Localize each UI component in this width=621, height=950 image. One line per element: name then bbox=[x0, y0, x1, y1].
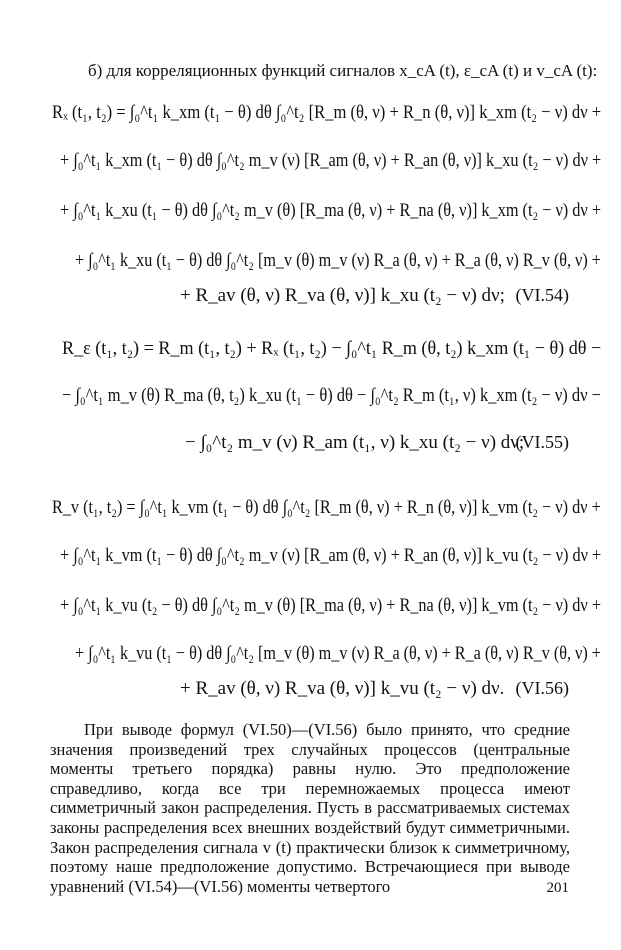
eq54-line-5: + R_av (θ, ν) R_va (θ, ν)] k_xu (t₂ − ν) dν; bbox=[180, 285, 505, 306]
eq54-line-4: + ∫₀^t₁ k_xu (t₁ − θ) dθ ∫₀^t₂ [m_v (θ) m_v (ν) R_a (θ, ν) + R_a (θ, ν) R_v (θ, ν) + bbox=[75, 250, 601, 271]
eq56-line-4: + ∫₀^t₁ k_vu (t₁ − θ) dθ ∫₀^t₂ [m_v (θ) m_v (ν) R_a (θ, ν) + R_a (θ, ν) R_v (θ, ν) + bbox=[75, 643, 601, 664]
eq56-number: (VI.56) bbox=[515, 678, 569, 698]
page-number: 201 bbox=[546, 880, 569, 896]
eq55-line-1: R_ε (t₁, t₂) = R_m (t₁, t₂) + Rₓ (t₁, t₂) − ∫₀^t₁ R_m (θ, t₂) k_xm (t₁ − θ) dθ − bbox=[62, 338, 602, 359]
eq55-line-3: − ∫₀^t₂ m_v (ν) R_am (t₁, ν) k_xu (t₂ − ν) dν; bbox=[185, 432, 525, 453]
eq56-line-3: + ∫₀^t₁ k_vu (t₂ − θ) dθ ∫₀^t₂ m_v (θ) [R_ma (θ, ν) + R_na (θ, ν)] k_vm (t₂ − ν) dν + bbox=[60, 595, 602, 616]
eq54-line-3: + ∫₀^t₁ k_xu (t₁ − θ) dθ ∫₀^t₂ m_v (θ) [R_ma (θ, ν) + R_na (θ, ν)] k_xm (t₂ − ν) dν + bbox=[60, 200, 602, 221]
eq55-line-2: − ∫₀^t₁ m_v (θ) R_ma (θ, t₂) k_xu (t₁ − θ) dθ − ∫₀^t₂ R_m (t₁, ν) k_xm (t₂ − ν) dν − bbox=[62, 385, 601, 406]
body-paragraph: При выводе формул (VI.50)—(VI.56) было принято, что средние значения произведений трех случайных процессов (центральные моменты третьего порядка) равны нулю. Это предположение справедливо, когда все три перемножаемых процесса имеют симметричный закон распределения. Пусть в рассматриваемых системах законы распределения всех внешних воздействий будут симметричными. Закон распределения сигнала v (t) практически близок к симметричному, поэтому наше предположение допустимо. Встречающиеся при выводе уравнений (VI.54)—(VI.56) моменты четвертого bbox=[50, 720, 570, 896]
eq56-line-5: + R_av (θ, ν) R_va (θ, ν)] k_vu (t₂ − ν) dν. bbox=[180, 678, 505, 699]
eq54-number: (VI.54) bbox=[515, 285, 569, 305]
eq55-number: (VI.55) bbox=[515, 432, 569, 452]
eq54-line-1: Rₓ (t₁, t₂) = ∫₀^t₁ k_xm (t₁ − θ) dθ ∫₀^t₂ [R_m (θ, ν) + R_n (θ, ν)] k_xm (t₂ − ν) dν + bbox=[52, 102, 602, 123]
eq56-line-1: R_v (t₁, t₂) = ∫₀^t₁ k_vm (t₁ − θ) dθ ∫₀^t₂ [R_m (θ, ν) + R_n (θ, ν)] k_vm (t₂ − ν) dν + bbox=[52, 497, 601, 518]
intro-line: б) для корреляционных функций сигналов x_cA (t), ε_cA (t) и v_cA (t): bbox=[88, 61, 598, 80]
eq54-line-2: + ∫₀^t₁ k_xm (t₁ − θ) dθ ∫₀^t₂ m_v (ν) [R_am (θ, ν) + R_an (θ, ν)] k_xu (t₂ − ν) dν + bbox=[60, 150, 602, 171]
eq56-line-2: + ∫₀^t₁ k_vm (t₁ − θ) dθ ∫₀^t₂ m_v (ν) [R_am (θ, ν) + R_an (θ, ν)] k_vu (t₂ − ν) dν + bbox=[60, 545, 602, 566]
